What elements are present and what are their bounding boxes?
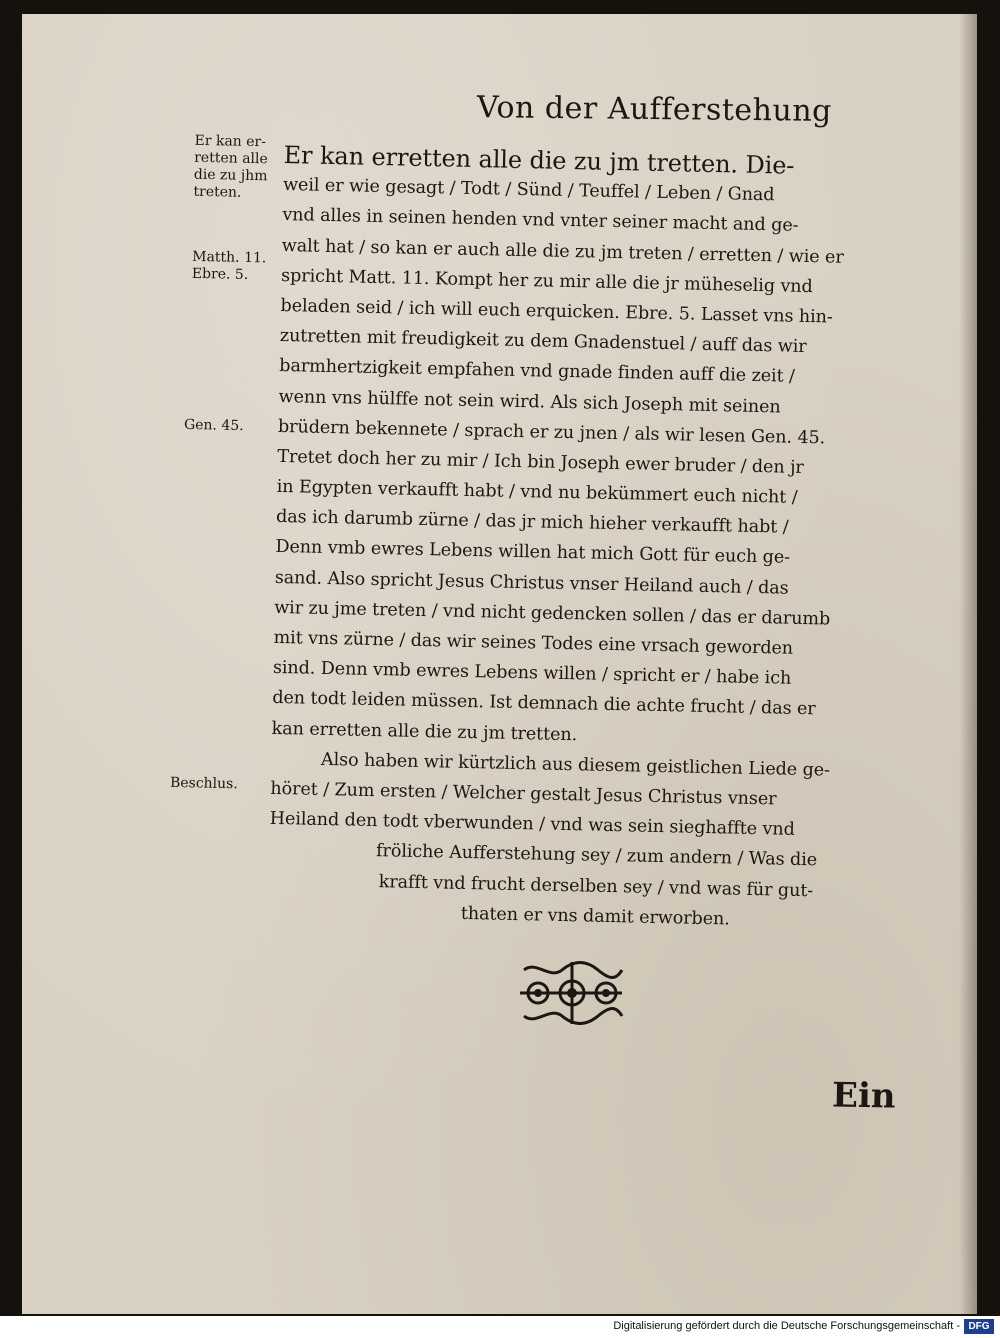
text-line: wir zu jme treten / vnd nicht gedencken sollen / das er darumb: [273, 597, 831, 630]
text-line: vnd alles in seinen henden vnd vnter seiner macht and ge-: [282, 205, 799, 237]
printers-ornament: [516, 958, 628, 1028]
text-line: den todt leiden müssen. Ist demnach die achte frucht / das er: [272, 688, 816, 720]
text-line: Also haben wir kürtzlich aus diesem geistlichen Liede ge-: [320, 749, 831, 781]
text-line: thaten er vns damit erworben.: [460, 903, 730, 930]
text-line: Tretet doch her zu mir / Ich bin Joseph ewer bruder / den jr: [277, 446, 804, 478]
catchword: Ein: [831, 1075, 896, 1117]
body-text: [268, 140, 939, 938]
text-line: spricht Matt. 11. Kompt her zu mir alle die jr müheselig vnd: [280, 265, 813, 297]
text-line: weil er wie gesagt / Todt / Sünd / Teuffel / Leben / Gnad: [282, 175, 775, 206]
text-line: wenn vns hülffe not sein wird. Als sich Joseph mit seinen: [278, 386, 781, 417]
running-head: Von der Aufferstehung: [476, 90, 833, 129]
page-edge-shadow: [959, 14, 977, 1314]
text-line: zutretten mit freudigkeit zu dem Gnadenstuel / auff das wir: [279, 326, 807, 358]
text-line: fröliche Aufferstehung sey / zum andern / Was die: [375, 841, 818, 871]
text-line: Denn vmb ewres Lebens willen hat mich Gott für euch ge-: [275, 537, 791, 569]
text-line: beladen seid / ich will euch erquicken. Ebre. 5. Lasset vns hin-: [280, 295, 833, 328]
text-line: in Egypten verkaufft habt / vnd nu bekümmert euch nicht /: [276, 476, 798, 508]
dfg-logo: DFG: [964, 1319, 994, 1334]
margin-note: Matth. 11. Ebre. 5.: [191, 248, 267, 284]
margin-note: Er kan er- retten alle die zu jhm treten.: [193, 132, 268, 201]
text-line: mit vns zürne / das wir seines Todes eine vrsach geworden: [273, 627, 794, 659]
text-line: höret / Zum ersten / Welcher gestalt Jesus Christus vnser: [270, 778, 777, 810]
text-line: walt hat / so kan er auch alle die zu jm treten / erretten / wie er: [281, 235, 844, 268]
text-line: sind. Denn vmb ewres Lebens willen / spricht er / habe ich: [272, 658, 792, 689]
text-line: sand. Also spricht Jesus Christus vnser Heiland auch / das: [274, 567, 789, 599]
text-line: Heiland den todt vberwunden / vnd was sein sieghaffte vnd: [269, 808, 795, 840]
text-line: das ich darumb zürne / das jr mich hieher verkaufft habt /: [275, 507, 789, 538]
text-line: krafft vnd frucht derselben sey / vnd was für gut-: [378, 871, 814, 901]
margin-note: Gen. 45.: [183, 416, 244, 435]
text-line: brüdern bekennete / sprach er zu jnen / als wir lesen Gen. 45.: [277, 416, 826, 449]
margin-note: Beschlus.: [169, 774, 238, 793]
book-page: [22, 14, 977, 1314]
funding-credit: Digitalisierung gefördert durch die Deutsche Forschungsgemeinschaft -: [613, 1320, 960, 1332]
text-line: barmhertzigkeit empfahen vnd gnade finden auff die zeit /: [279, 356, 796, 388]
text-line: Er kan erretten alle die zu jm tretten. Die-: [283, 140, 795, 180]
text-line: kan erretten alle die zu jm tretten.: [271, 718, 578, 745]
